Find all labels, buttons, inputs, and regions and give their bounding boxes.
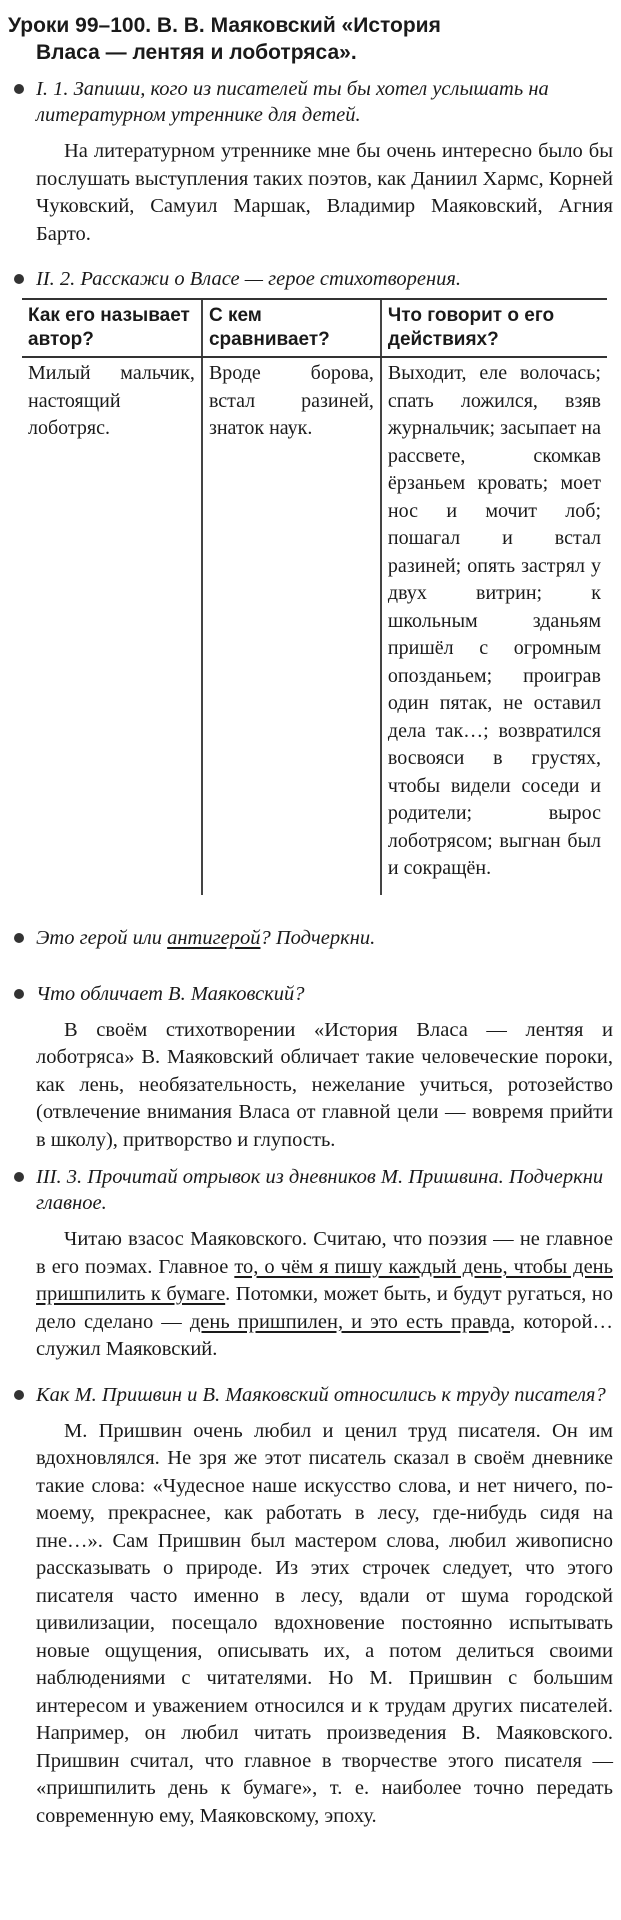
question-4-text: Что обличает В. Маяковский? [36, 982, 305, 1005]
answer-4 [8, 1017, 613, 1155]
table-header-actions: Что говорит о его действиях? [381, 299, 607, 357]
excerpt-part-c: , которой… служил Маяковский. [36, 1310, 614, 1360]
question-5-text: III. 3. Прочитай отрывок из дневников М. Пришвина. Подчеркни главное. [36, 1166, 604, 1214]
bullet-icon [14, 933, 24, 943]
excerpt-part-a: Читаю взасос Маяковского. Считаю, что поэзия — не главное в его поэмах. Главное [36, 1228, 613, 1278]
question-4 [8, 981, 613, 1007]
bullet-icon [14, 989, 24, 999]
answer-6 [8, 1418, 613, 1831]
table-header-name: Как его называет автор? [22, 299, 202, 357]
excerpt-underlined-1: то, о чём я пишу каждый день, чтобы день пришпилить к бумаге [36, 1255, 613, 1305]
vlas-table [22, 298, 607, 895]
question-6 [8, 1382, 613, 1408]
lesson-title-line-1: Уроки 99–100. В. В. Маяковский «История [8, 14, 441, 37]
question-2-text: II. 2. Расскажи о Власе — герое стихотворения. [36, 268, 462, 290]
table-cell-actions: Выходит, еле волочась; спать ложился, взяв журнальчик; засыпает на рассвете, скомкав ёрзаньем кровать; моет нос и мочит лоб; пошагал и встал разиней; опять застрял у двух витрин; к школьным зданьям пришёл с огромным опозданьем; проиграв один пятак, не оставил дела так…; возвратился восвояси в грустях, чтобы видели соседи и родители; вырос лоботрясом; выгнан был и сокращён. [381, 357, 607, 895]
question-1 [8, 76, 613, 128]
answer-1-text: На литературном утреннике мне бы очень интересно было бы послушать выступления таких поэтов, как Даниил Хармс, Корней Чуковский, Самуил Маршак, Владимир Маяковский, Агния Барто. [36, 140, 613, 245]
excerpt-part-b: . Потомки, может быть, и будут ругаться, но дело сделано — [36, 1283, 613, 1333]
answer-4-text: В своём стихотворении «История Власа — лентяя и лоботряса» В. Маяковский обличает такие человеческие пороки, как лень, необязательность, нежелание учиться, ротозейство (отвлечение внимания Власа от главной цели — вовремя прийти в школу), притворство и глупость. [36, 1018, 613, 1151]
underlined-answer: антигерой [167, 926, 261, 949]
table-row [22, 357, 607, 895]
question-3-text-after: ? Подчеркни. [260, 926, 376, 949]
lesson-title [8, 12, 613, 66]
table-cell-compare: Вроде борова, встал разиней, знаток наук. [202, 357, 381, 895]
question-1-text: I. 1. Запиши, кого из писателей ты бы хотел услышать на литературном утреннике для детей. [36, 78, 549, 126]
question-6-text: Как М. Пришвин и В. Маяковский относились к труду писателя? [36, 1383, 606, 1406]
question-5 [8, 1164, 613, 1216]
question-2 [8, 266, 613, 292]
bullet-icon [14, 1172, 24, 1182]
question-3-text-before: Это герой или [36, 926, 168, 949]
bullet-icon [14, 274, 24, 284]
excerpt-underlined-2: день пришпилен, и это есть правда [189, 1310, 511, 1333]
table-header-row [22, 299, 607, 357]
bullet-icon [14, 84, 24, 94]
table-cell-name: Милый мальчик, настоящий лоботряс. [28, 362, 195, 439]
prishvin-excerpt [8, 1226, 613, 1364]
answer-6-text: М. Пришвин очень любил и ценил труд писателя. Он им вдохновлялся. Не зря же этот писатель сказал в своём дневнике такие слова: «Чудесное наше искусство слова, и нет ничего, по-моему, прекраснее, как работать в лесу, где-нибудь сидя на пне…». Сам Пришвин был мастером слова, любил живописно рассказывать о природе. Из этих строчек следует, что этого писателя часто именно в лесу, вдали от шума городской цивилизации, посещало вдохновение постоянно испытывать новые ощущения, описывать их, а потом делиться своими наблюдениями с читателями. Но М. Пришвин с большим интересом и уважением относился и к трудам других писателей. Например, он любил читать произведения В. Маяковского. Пришвин считал, что главное в творчестве этого писателя — «пришпилить день к бумаге», т. е. наиболее точно передать современную ему, Маяковскому, эпоху. [36, 1419, 613, 1827]
bullet-icon [14, 1390, 24, 1400]
table-header-compare: С кем сравнивает? [202, 299, 381, 357]
prishvin-excerpt-text [36, 1226, 613, 1364]
question-3 [8, 925, 613, 951]
lesson-title-line-2: Власа — лентяя и лоботряса». [36, 41, 357, 64]
answer-1 [8, 138, 613, 248]
